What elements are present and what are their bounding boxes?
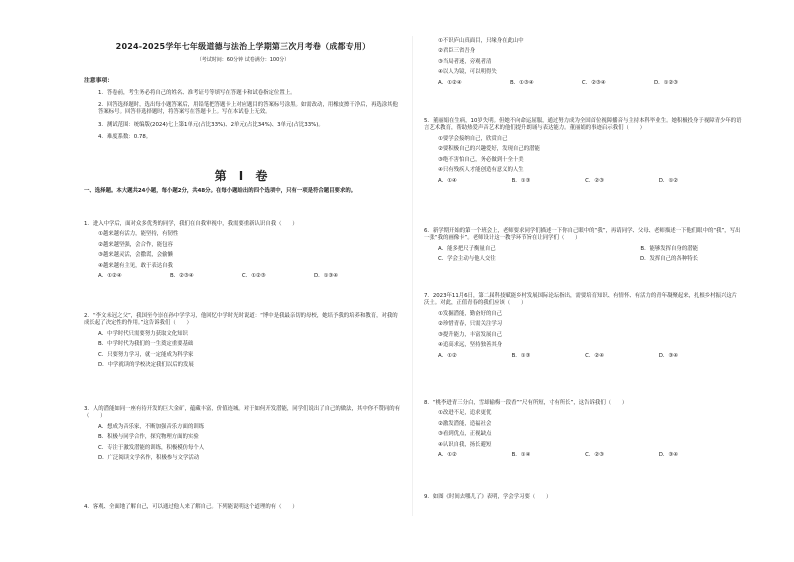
question-stem: 9．如图《时间去哪儿了》表明，学会学习要（ ） xyxy=(424,494,552,500)
option[interactable]: C．②④ xyxy=(585,352,604,359)
option[interactable]: C．②③ xyxy=(585,177,604,184)
option[interactable]: C．①②③ xyxy=(241,273,266,280)
option[interactable]: B．①③ xyxy=(511,352,531,359)
option[interactable]: D．③④ xyxy=(658,452,678,459)
option[interactable]: D．中学就读的学校决定我们以后的发展 xyxy=(98,362,194,369)
option[interactable]: B．积极与同学合作，探究物理方面的实验 xyxy=(98,434,199,441)
exam-title: 2024-2025学年七年级道德与法治上学期第三次月考卷（成都专用） xyxy=(115,42,371,51)
question-stem: 2．“李文未冠之父”，我国至今崇在孙中学学习，他回忆中学时光时说道：“博中是我最亲切的母校，她培予我的培养和教育，对我的成长起了决定性的作用。”这告诉我们（ ） xyxy=(84,313,398,327)
options-row xyxy=(424,246,698,253)
options-row xyxy=(424,256,698,263)
note-item: 2．回答选择题时，选出每小题答案后，用铅笔把答题卡上对应题目的答案标号涂黑。如需改动，用橡皮擦干净后，再选涂其他答案标号。回答非选择题时，将答案写在答题卡上。写在本试卷上无效。 xyxy=(98,102,398,116)
option[interactable]: C．只要努力学习，就一定能成为科学家 xyxy=(98,351,194,358)
question-item: ④越来越有主见，敢于表达自我 xyxy=(98,262,173,269)
option[interactable]: A．想成为音乐家，不断加强音乐方面的训练 xyxy=(98,423,205,430)
question-item: ④以人为镜，可以明得失 xyxy=(438,69,497,76)
notes xyxy=(84,78,402,144)
question-item: ②激发潜能，造福社会 xyxy=(438,420,492,427)
question-item: ③提升能力，丰富发展自己 xyxy=(438,331,503,338)
note-item: 4．难度系数：0.78。 xyxy=(98,134,152,140)
question-item: ②君臣三省吾身 xyxy=(438,48,476,55)
option[interactable]: A．①②④ xyxy=(98,273,122,280)
option[interactable]: A．能多把尺子衡量自己 xyxy=(438,245,496,252)
question-item: ①要学会接纳自己，欣赏自己 xyxy=(438,135,508,142)
option[interactable]: A．①② xyxy=(438,452,457,459)
option[interactable]: A．①④ xyxy=(438,177,457,184)
question-9 xyxy=(424,494,742,504)
question-6 xyxy=(424,228,742,267)
option[interactable]: B．①③④ xyxy=(509,79,534,86)
option[interactable]: D．③④ xyxy=(658,352,678,359)
note-item: 3．测试范围：统编版(2024)七上第1单元(占比33%)、2单元(占比34%)、3单元(占比33%)。 xyxy=(98,121,324,128)
option[interactable]: D．①③④ xyxy=(313,273,338,280)
question-item: ①改进不足，追求更优 xyxy=(438,410,492,417)
question-stem: 6．新学期开始的第一个班会上，老师要求同学们描述一下你自己眼中的“我”，再请同学、父母、老师描述一下他们眼中的“我”，写出一张“我的画像卡”。老师设计这一教学环节旨在让同学们（ ） xyxy=(424,228,741,242)
notes-heading: 注意事项： xyxy=(84,78,113,84)
option[interactable]: B．中学时代为我们的一生奠定重要基础 xyxy=(98,341,194,348)
question-item: ②要积极自己的兴趣爱好，发现自己的潜能 xyxy=(438,146,540,153)
question-stem: 5．董丽娟在生病，10岁失明。但她不向命运屈服，通过努力成为全国首位视障播音与主持本科毕业生。她积极投身于视障青少年的语言艺术教育，帮助热爱声音艺术的他们提升朗诵与表达能力。董丽娟的事迹启示我们（ ） xyxy=(424,118,742,132)
question-8 xyxy=(424,400,742,463)
option[interactable]: B．②③④ xyxy=(169,273,194,280)
question-item: ②越来越坚强，会合作，能包容 xyxy=(98,241,173,248)
question-7 xyxy=(424,293,742,363)
question-5 xyxy=(424,118,742,188)
question-item: ④追高求远，坚持独善其身 xyxy=(438,342,503,349)
option[interactable]: D．发挥自己的各种特长 xyxy=(639,256,698,263)
question-stem: 1．进入中学后，面对众多优秀的同学，我们在自我审视中，我需要重新认识自我（ ） xyxy=(84,221,298,227)
question-item: ④认识自我，扬长避短 xyxy=(438,441,492,448)
question-item: ①不识庐山真面目，只缘身在此山中 xyxy=(438,38,524,44)
question-item: ④只有残疾人才能创造有意义的人生 xyxy=(438,167,524,174)
option[interactable]: A．①②④ xyxy=(438,79,462,86)
question-stem: 7．2023年11月6日，第二届科技赋能乡村发展国际论坛指出，需要培育知识、有情怀、有活力的青年凝聚起来，扎根乡村振兴这片沃土。对此，正值青春的我们应该（ ） xyxy=(424,293,738,307)
option[interactable]: D．①②③ xyxy=(653,79,678,86)
question-3 xyxy=(84,406,402,466)
question-stem: 4．客观、全面地了解自己，可以通过他人来了解自己。下列能说明这个道理的有（ ） xyxy=(84,504,298,510)
options-row xyxy=(84,273,338,280)
question-item: ①越来越有活力，能坚持，有韧性 xyxy=(98,231,179,238)
question-4-continued xyxy=(424,38,742,90)
question-4 xyxy=(84,504,402,514)
question-item: ②珍惜青春，只需关注学习 xyxy=(438,321,503,328)
option[interactable]: D．广泛阅读文学名作，积极参与文学活动 xyxy=(98,455,200,462)
options-row xyxy=(424,80,678,87)
question-item: ③越来越灵活，会撒谎，会偷懒 xyxy=(98,252,173,259)
option[interactable]: C．专注于激发潜能的训练，积极模仿每个人 xyxy=(98,444,205,451)
option[interactable]: D．①② xyxy=(658,177,678,184)
options-row xyxy=(424,178,678,185)
question-item: ①发掘潜能，勤奋好的自己 xyxy=(438,310,503,317)
option[interactable]: C．②③ xyxy=(585,452,604,459)
option[interactable]: B．①④ xyxy=(511,452,531,459)
option[interactable]: B．能够发挥自身的潜能 xyxy=(640,245,698,252)
question-stem: 8．“桃李进青三分白，雪却输梅一段香”“尺有所短，寸有所长”，这告诉我们（ ） xyxy=(424,400,628,406)
option[interactable]: C．②③④ xyxy=(581,79,606,86)
question-item: ③当局者迷，旁观者清 xyxy=(438,58,492,65)
question-stem: 3．人的潜能如同一座有待开发的巨大金矿，蕴藏丰富，价值连城。对于如何开发潜能，同学们说出了自己的做法，其中你不赞同的有（ ） xyxy=(84,406,401,420)
section-juan: 第 I 卷 xyxy=(214,169,272,183)
section-instruction: 一、选择题。本大题共24小题，每小题2分，共48分。在每小题给出的四个选项中，只有一项是符合题目要求的。 xyxy=(84,188,357,194)
question-item: ③绝不害怕自己，务必做到十全十美 xyxy=(438,156,524,163)
column-divider xyxy=(412,36,413,516)
option[interactable]: B．①③ xyxy=(511,177,531,184)
options-row xyxy=(424,353,678,360)
options-row xyxy=(424,452,678,459)
exam-subtitle: （考试时间：60分钟 试卷满分：100分） xyxy=(196,57,290,63)
option[interactable]: A．①② xyxy=(438,352,457,359)
question-1 xyxy=(84,221,402,284)
option[interactable]: A．中学时代只需要努力获取文化知识 xyxy=(98,330,188,337)
question-item: ③看到优点，正视缺点 xyxy=(438,431,492,438)
note-item: 1．答卷前，考生务必将自己的姓名、准考证号等填写在答题卡和试卷指定位置上。 xyxy=(98,89,296,96)
option[interactable]: C．学会主动与他人交往 xyxy=(438,256,496,263)
question-2 xyxy=(84,313,402,373)
